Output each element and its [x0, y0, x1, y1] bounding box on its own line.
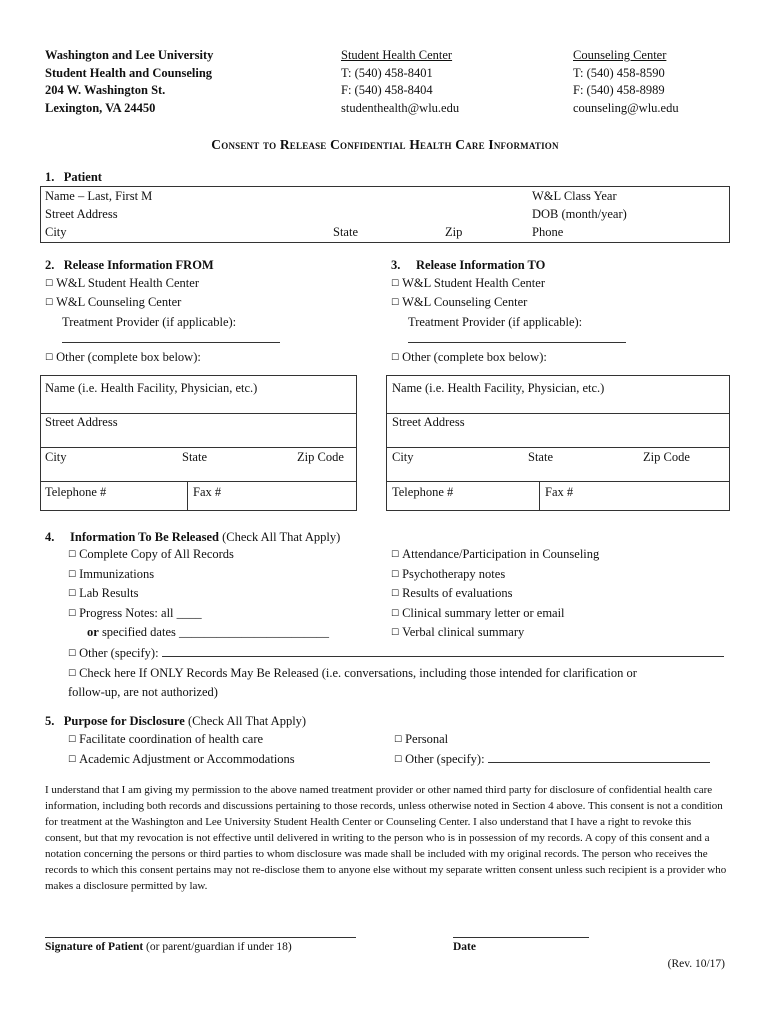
checkbox-label: Clinical summary letter or email — [402, 605, 565, 620]
other-purpose-checkbox[interactable] — [394, 751, 710, 771]
specified-dates-field[interactable]: or specified dates ________________________ — [87, 625, 329, 639]
patient-table — [40, 186, 730, 243]
revision-label: (Rev. 10/17) — [667, 958, 725, 970]
checkbox-icon: ☐ — [68, 649, 77, 659]
section4-other-block — [68, 645, 724, 702]
checkbox-icon: ☐ — [391, 298, 400, 308]
checkbox-icon: ☐ — [391, 569, 400, 580]
from-facility-name-field[interactable]: Name (i.e. Health Facility, Physician, etc.) — [45, 381, 258, 395]
from-facility-fax-field[interactable]: Fax # — [193, 485, 222, 499]
header-counseling-center — [573, 47, 679, 117]
from-provider-input[interactable] — [45, 331, 280, 349]
clinical-summary-letter-checkbox[interactable] — [391, 605, 599, 625]
checkbox-icon: ☐ — [68, 735, 77, 745]
checkbox-icon: ☐ — [68, 550, 77, 560]
counseling-center-title: Counseling Center — [573, 48, 667, 62]
to-facility-state-field[interactable]: State — [528, 450, 553, 464]
section4-left-options — [68, 546, 329, 642]
to-facility-fax-field[interactable]: Fax # — [545, 485, 574, 499]
checkbox-label: Complete Copy of All Records — [79, 547, 234, 561]
checkbox-icon: ☐ — [45, 278, 54, 289]
checkbox-icon: ☐ — [394, 735, 403, 745]
checkbox-icon: ☐ — [68, 589, 77, 599]
from-counseling-center-checkbox[interactable] — [45, 294, 280, 314]
checkbox-label: Personal — [405, 732, 449, 746]
zip-field[interactable]: Zip — [445, 225, 463, 239]
health-center-title: Student Health Center — [341, 48, 453, 62]
signature-label: Signature of Patient (or parent/guardian if under 18) — [45, 941, 292, 953]
checkbox-label: Verbal clinical summary — [402, 625, 525, 639]
complete-records-checkbox[interactable] — [68, 546, 329, 566]
health-center-email: studenthealth@wlu.edu — [341, 100, 460, 115]
checkbox-icon: ☐ — [394, 754, 403, 765]
checkbox-label: W&L Counseling Center — [56, 295, 182, 309]
state-field[interactable]: State — [333, 225, 358, 239]
from-other-checkbox[interactable] — [45, 349, 280, 369]
checkbox-icon: ☐ — [68, 668, 77, 679]
to-facility-street-field[interactable]: Street Address — [392, 415, 465, 429]
to-other-checkbox[interactable] — [391, 349, 626, 369]
immunizations-checkbox[interactable] — [68, 566, 329, 586]
other-info-checkbox[interactable] — [68, 645, 724, 665]
checkbox-label: Progress Notes: all ____ — [79, 605, 202, 620]
from-health-center-checkbox[interactable] — [45, 275, 280, 295]
attendance-checkbox[interactable] — [391, 546, 599, 566]
header-health-center — [341, 47, 459, 117]
checkbox-label: Lab Results — [79, 586, 139, 600]
to-provider-input[interactable] — [391, 331, 626, 349]
to-facility-city-field[interactable]: City — [392, 450, 414, 464]
consent-paragraph: I understand that I am giving my permission to the above named treatment provider or other named third party for disclosure of confidential health care information, including both records and discussions pertaining to those records, unless otherwise noted in Section 4 above. This consent is not a condition for treatment at the Washington and Lee University Student Health Center or Counseling Center. I also understand that I have a right to revoke this consent, but that my revocation is not effective until delivered in writing to the person who is in possession of my records. A copy of this consent and a notation concerning the persons or third parties to whom disclosure was made shall be included with my original records. The person who receives the records to which this consent pertains may not re-disclose them to anyone else without my separate written consent unless such recipient is a provider who makes a disclosure permitted by law. — [45, 784, 727, 892]
checkbox-label: Other (specify): — [79, 646, 162, 660]
form-title: Consent to Release Confidential Health Care Information — [211, 137, 559, 152]
from-facility-street-field[interactable]: Street Address — [45, 415, 118, 429]
org-city: Lexington, VA 24450 — [45, 100, 156, 115]
counseling-center-fax: F: (540) 458-8989 — [573, 83, 665, 97]
records-only-checkbox[interactable] — [68, 665, 724, 685]
checkbox-label: Immunizations — [79, 566, 155, 581]
to-provider-label: Treatment Provider (if applicable): — [408, 314, 583, 329]
checkbox-label: W&L Student Health Center — [56, 275, 199, 290]
section4-heading: 4. Information To Be Released (Check All That Apply) — [45, 530, 341, 544]
checkbox-label: Check here If ONLY Records May Be Released (i.e. conversations, including those intended for clarification or — [79, 665, 637, 680]
checkbox-label: Other (complete box below): — [402, 349, 547, 364]
class-year-field[interactable]: W&L Class Year — [532, 189, 617, 203]
section2-heading: 2. Release Information FROM — [45, 258, 214, 272]
signature-line[interactable] — [45, 937, 356, 938]
org-street: 204 W. Washington St. — [45, 83, 166, 97]
checkbox-icon: ☐ — [391, 550, 400, 560]
section5-right-options — [394, 731, 710, 770]
dob-field[interactable]: DOB (month/year) — [532, 207, 627, 221]
section3 — [391, 257, 626, 368]
header-org-block — [45, 47, 213, 117]
checkbox-icon: ☐ — [68, 608, 77, 619]
org-name: Washington and Lee University — [45, 48, 214, 62]
checkbox-icon: ☐ — [68, 754, 77, 765]
city-field[interactable]: City — [45, 225, 67, 239]
academic-adjustment-checkbox[interactable] — [68, 751, 295, 771]
from-provider-label: Treatment Provider (if applicable): — [62, 314, 237, 329]
from-facility-state-field[interactable]: State — [182, 450, 207, 464]
date-line[interactable] — [453, 937, 589, 938]
checkbox-label: Attendance/Participation in Counseling — [402, 547, 600, 561]
from-facility-city-field[interactable]: City — [45, 450, 67, 464]
personal-checkbox[interactable] — [394, 731, 710, 751]
checkbox-icon: ☐ — [391, 628, 400, 638]
counseling-center-email: counseling@wlu.edu — [573, 100, 679, 115]
checkbox-icon: ☐ — [45, 352, 54, 363]
to-facility-name-field[interactable]: Name (i.e. Health Facility, Physician, etc.) — [392, 381, 605, 395]
section1-heading: 1. Patient — [45, 170, 102, 184]
progress-notes-checkbox[interactable] — [68, 605, 329, 625]
checkbox-icon: ☐ — [68, 569, 77, 580]
health-center-fax: F: (540) 458-8404 — [341, 83, 433, 97]
psychotherapy-notes-checkbox[interactable] — [391, 566, 599, 586]
street-address-field[interactable]: Street Address — [45, 207, 118, 221]
lab-results-checkbox[interactable] — [68, 585, 329, 605]
org-dept: Student Health and Counseling — [45, 65, 213, 80]
other-purpose-input[interactable] — [488, 751, 710, 763]
other-info-input[interactable] — [162, 645, 724, 657]
coordination-checkbox[interactable] — [68, 731, 295, 751]
from-facility-telephone-field[interactable]: Telephone # — [45, 485, 107, 499]
section4-right-options — [391, 546, 599, 644]
checkbox-icon: ☐ — [391, 278, 400, 289]
section5-heading: 5. Purpose for Disclosure (Check All That Apply) — [45, 714, 307, 728]
checkbox-icon: ☐ — [45, 298, 54, 308]
checkbox-label: Other (specify): — [405, 751, 488, 766]
checkbox-label: Academic Adjustment or Accommodations — [79, 751, 295, 766]
checkbox-icon: ☐ — [391, 352, 400, 363]
phone-field[interactable]: Phone — [532, 225, 564, 239]
to-health-center-checkbox[interactable] — [391, 275, 626, 295]
to-facility-telephone-field[interactable]: Telephone # — [392, 485, 454, 499]
to-facility-box — [386, 375, 730, 511]
checkbox-label: Psychotherapy notes — [402, 566, 506, 581]
to-counseling-center-checkbox[interactable] — [391, 294, 626, 314]
from-facility-zip-field[interactable]: Zip Code — [297, 450, 344, 464]
verbal-summary-checkbox[interactable] — [391, 624, 599, 644]
checkbox-label: Other (complete box below): — [56, 349, 201, 364]
checkbox-icon: ☐ — [391, 608, 400, 619]
health-center-phone: T: (540) 458-8401 — [341, 65, 433, 80]
patient-name-field[interactable]: Name – Last, First M — [45, 189, 153, 203]
section2 — [45, 257, 280, 368]
checkbox-label: Results of evaluations — [402, 586, 513, 600]
date-label: Date — [453, 941, 476, 953]
to-facility-zip-field[interactable]: Zip Code — [643, 450, 690, 464]
checkbox-icon: ☐ — [391, 589, 400, 599]
from-facility-box — [40, 375, 357, 511]
checkbox-label: W&L Counseling Center — [402, 295, 528, 309]
section3-heading: 3. Release Information TO — [391, 258, 546, 272]
records-only-label-cont: follow-up, are not authorized) — [68, 685, 218, 699]
checkbox-label: Facilitate coordination of health care — [79, 732, 264, 746]
section5-left-options — [68, 731, 295, 770]
evaluation-results-checkbox[interactable] — [391, 585, 599, 605]
checkbox-label: W&L Student Health Center — [402, 275, 545, 290]
counseling-center-phone: T: (540) 458-8590 — [573, 65, 665, 80]
